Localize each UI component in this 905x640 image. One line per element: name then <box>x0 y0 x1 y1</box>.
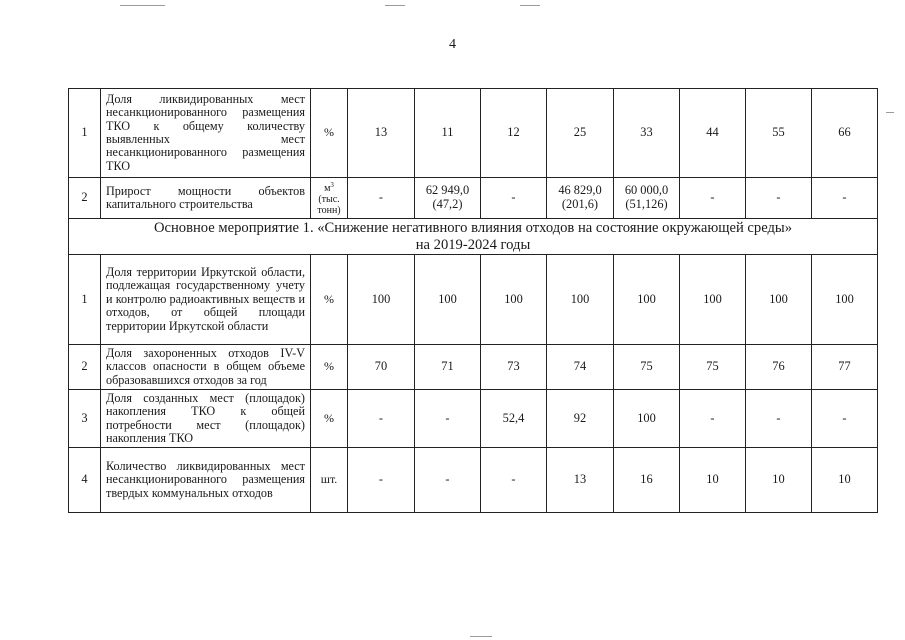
indicator-unit: шт. <box>311 448 348 513</box>
value-cell: 100 <box>348 255 415 345</box>
table-row <box>69 390 878 448</box>
scan-mark <box>385 5 405 6</box>
value-cell: 11 <box>415 89 481 178</box>
value-cell: 60 000,0 (51,126) <box>614 178 680 219</box>
value-cell: 100 <box>415 255 481 345</box>
value-cell: 10 <box>746 448 812 513</box>
indicator-name: Доля ликвидированных мест несанкционированного размещения ТКО к общему количеству выявленных мест несанкционированного размещения ТКО <box>101 89 311 178</box>
value-cell: 70 <box>348 345 415 390</box>
section-header-row <box>69 219 878 255</box>
row-number: 3 <box>69 390 101 448</box>
indicator-name: Количество ликвидированных мест несанкционированного размещения твердых коммунальных отходов <box>101 448 311 513</box>
indicator-unit: % <box>311 345 348 390</box>
value-cell: 52,4 <box>481 390 547 448</box>
table-row <box>69 255 878 345</box>
value-cell: - <box>746 390 812 448</box>
value-cell: - <box>680 178 746 219</box>
value-cell: 55 <box>746 89 812 178</box>
value-cell: 92 <box>547 390 614 448</box>
page-number: 4 <box>449 37 456 52</box>
value-cell: 13 <box>348 89 415 178</box>
indicator-name: Доля созданных мест (площадок) накопления ТКО к общей потребности мест (площадок) накопления ТКО <box>101 390 311 448</box>
indicator-unit: % <box>311 255 348 345</box>
value-cell: 100 <box>614 255 680 345</box>
value-cell: 75 <box>614 345 680 390</box>
value-cell: 100 <box>680 255 746 345</box>
unit-main: м <box>324 183 331 194</box>
value-cell: 74 <box>547 345 614 390</box>
value-cell: 33 <box>614 89 680 178</box>
value-cell: 100 <box>812 255 878 345</box>
value-cell: 16 <box>614 448 680 513</box>
section-title-line2: на 2019-2024 годы <box>415 236 531 253</box>
indicator-name: Доля захороненных отходов IV-V классов опасности в общем объеме образовавшихся отходов за год <box>101 345 311 390</box>
value-cell: - <box>746 178 812 219</box>
value-cell: - <box>348 178 415 219</box>
value-cell: - <box>348 448 415 513</box>
scan-mark <box>886 112 894 113</box>
value-cell: 62 949,0 (47,2) <box>415 178 481 219</box>
value-cell: - <box>481 448 547 513</box>
value-cell: 100 <box>614 390 680 448</box>
row-number: 1 <box>69 89 101 178</box>
scan-mark <box>470 636 492 637</box>
value-cell: - <box>415 448 481 513</box>
indicator-name: Прирост мощности объектов капитального строительства <box>101 178 311 219</box>
value-cell: 13 <box>547 448 614 513</box>
value-cell: 100 <box>547 255 614 345</box>
scan-mark <box>520 5 540 6</box>
value-cell: 12 <box>481 89 547 178</box>
table-row <box>69 89 878 178</box>
value-cell: 46 829,0 (201,6) <box>547 178 614 219</box>
value-cell: - <box>415 390 481 448</box>
value-cell: 76 <box>746 345 812 390</box>
table-row <box>69 345 878 390</box>
row-number: 4 <box>69 448 101 513</box>
value-cell: - <box>812 390 878 448</box>
value-cell: - <box>680 390 746 448</box>
value-cell: 77 <box>812 345 878 390</box>
value-cell: 71 <box>415 345 481 390</box>
value-cell: 10 <box>812 448 878 513</box>
value-cell: 100 <box>481 255 547 345</box>
value-cell: 10 <box>680 448 746 513</box>
value-cell: 73 <box>481 345 547 390</box>
indicator-unit: % <box>311 89 348 178</box>
section-title <box>69 219 878 255</box>
table-row <box>69 448 878 513</box>
table-row <box>69 178 878 219</box>
indicators-table <box>68 88 878 513</box>
indicator-unit <box>311 178 348 219</box>
value-cell: 25 <box>547 89 614 178</box>
indicator-name: Доля территории Иркутской области, подлежащая государственному учету и контролю радиоактивных веществ и отходов, от общей площади территории Иркутской области <box>101 255 311 345</box>
row-number: 2 <box>69 345 101 390</box>
value-cell: 66 <box>812 89 878 178</box>
row-number: 2 <box>69 178 101 219</box>
value-cell: 100 <box>746 255 812 345</box>
row-number: 1 <box>69 255 101 345</box>
value-cell: - <box>812 178 878 219</box>
unit-superscript: 3 <box>330 181 334 189</box>
value-cell: 44 <box>680 89 746 178</box>
value-cell: - <box>481 178 547 219</box>
indicator-unit: % <box>311 390 348 448</box>
section-title-line1: Основное мероприятие 1. «Снижение негативного влияния отходов на состояние окружающей среды» <box>153 220 793 236</box>
value-cell: 75 <box>680 345 746 390</box>
unit-sub: (тыс. тонн) <box>317 194 341 216</box>
value-cell: - <box>348 390 415 448</box>
scan-mark <box>120 5 165 6</box>
